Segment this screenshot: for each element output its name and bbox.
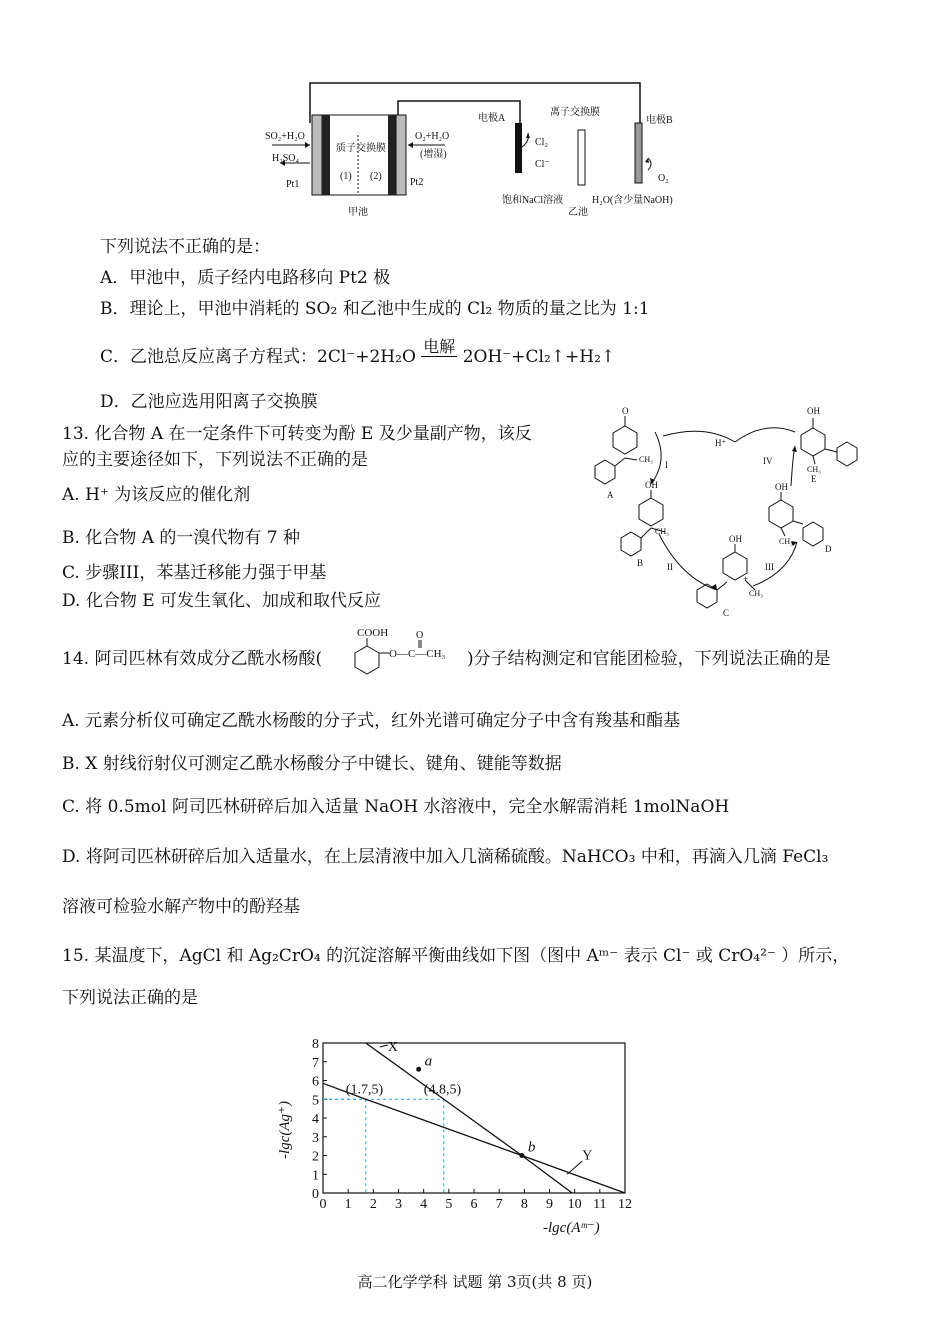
y-tick-label: 5 bbox=[312, 1093, 319, 1109]
q12-option-a: A．甲池中，质子经内电路移向 Pt2 极 bbox=[100, 268, 391, 288]
q13-label-e: E bbox=[811, 474, 817, 484]
q14-option-d-1: D. 将阿司匹林研碎后加入适量水，在上层清液中加入几滴稀硫酸。NaHCO₃ 中和，再滴入几滴 FeCl₃ bbox=[62, 847, 829, 867]
x-tick-label: 10 bbox=[567, 1197, 582, 1212]
x-tick-label: 12 bbox=[618, 1197, 632, 1212]
q12-ion-membrane: 离子交换膜 bbox=[550, 107, 600, 118]
series-label-leader bbox=[567, 1161, 582, 1174]
q13-scheme bbox=[585, 402, 885, 617]
q15-stem-1: 15. 某温度下，AgCl 和 Ag₂CrO₄ 的沉淀溶解平衡曲线如下图（图中 Aᵐ⁻ 表示 Cl⁻ 或 CrO₄²⁻ ）所示， bbox=[62, 946, 850, 966]
q12-pt1: Pt1 bbox=[286, 179, 300, 190]
x-tick-label: 2 bbox=[369, 1197, 377, 1212]
q13-label-a: A bbox=[607, 490, 614, 500]
q13-stem-2: 应的主要途径如下，下列说法不正确的是 bbox=[62, 450, 368, 470]
y-tick-label: 2 bbox=[312, 1149, 319, 1165]
q12-electrode-a: 电极A bbox=[478, 113, 506, 124]
q15-stem-2: 下列说法正确的是 bbox=[62, 988, 198, 1008]
q13-c-plus: + bbox=[743, 574, 749, 584]
y-tick-label: 3 bbox=[312, 1130, 319, 1146]
q12-stem: 下列说法不正确的是： bbox=[100, 237, 270, 257]
q13-option-c: C. 步骤III，苯基迁移能力强于甲基 bbox=[62, 563, 327, 583]
q12-cl-ion: Cl⁻ bbox=[535, 159, 550, 170]
q14-option-c: C. 将 0.5mol 阿司匹林研碎后加入适量 NaOH 水溶液中，完全水解需消耗 1molNaOH bbox=[62, 797, 730, 817]
x-tick-label: 8 bbox=[520, 1197, 528, 1212]
q14-carbonyl-o: O bbox=[416, 630, 424, 641]
series-label-leader bbox=[380, 1045, 388, 1047]
q13-hplus: H⁺ bbox=[715, 438, 727, 448]
q13-c-oh: OH bbox=[729, 534, 742, 544]
x-tick-label: 6 bbox=[470, 1197, 478, 1212]
y-tick-label: 0 bbox=[312, 1187, 319, 1202]
q12-option-b: B．理论上，甲池中消耗的 SO₂ 和乙池中生成的 Cl₂ 物质的量之比为 1:1 bbox=[100, 299, 650, 319]
q13-e-oh: OH bbox=[807, 406, 820, 416]
q13-label-c: C bbox=[723, 608, 730, 617]
q14-structure bbox=[345, 624, 470, 686]
q15-chart bbox=[265, 1030, 655, 1240]
series-line-x bbox=[366, 1043, 572, 1193]
q13-option-d: D. 化合物 E 可发生氧化、加成和取代反应 bbox=[62, 591, 382, 611]
q12-left-out: H₂SO₄ bbox=[272, 153, 299, 164]
x-tick-label: 4 bbox=[420, 1197, 428, 1212]
q13-label-d: D bbox=[825, 544, 832, 554]
q12-h2o-naoh: H₂O(含少量NaOH) bbox=[592, 195, 673, 206]
q12-nacl: 饱和NaCl溶液 bbox=[502, 195, 564, 206]
q13-label-b: B bbox=[637, 558, 644, 568]
q12-o2: O₂ bbox=[658, 173, 669, 184]
q13-b-oh: OH bbox=[645, 480, 658, 490]
q13-c-ch3: CH₃ bbox=[749, 589, 763, 598]
q13-step-2: II bbox=[667, 562, 673, 572]
q13-a-ch3: CH₃ bbox=[639, 455, 653, 464]
q12-option-d: D．乙池应选用阳离子交换膜 bbox=[100, 392, 318, 412]
x-tick-label: 9 bbox=[546, 1197, 553, 1212]
q12-jia: 甲池 bbox=[348, 207, 368, 218]
q14-stem-post: )分子结构测定和官能团检验，下列说法正确的是 bbox=[467, 649, 831, 669]
q13-a-o: O bbox=[622, 406, 629, 416]
q12-option-c-post: 2OH⁻+Cl₂↑+H₂↑ bbox=[462, 347, 616, 367]
q13-step-1: I bbox=[665, 460, 668, 470]
y-tick-label: 8 bbox=[312, 1037, 319, 1052]
q14-option-d-2: 溶液可检验水解产物中的酚羟基 bbox=[62, 897, 300, 917]
q12-right-in: O₂+H₂O bbox=[415, 131, 450, 142]
x-tick-label: 5 bbox=[445, 1197, 453, 1212]
q12-condition-text: 电解 bbox=[423, 337, 456, 356]
q14-stem-pre: 14. 阿司匹林有效成分乙酰水杨酸( bbox=[62, 649, 323, 669]
q14-cooh: COOH bbox=[357, 627, 389, 639]
chart-x-label: -lgc(Aᵐ⁻) bbox=[543, 1220, 600, 1236]
q14-option-a: A. 元素分析仪可确定乙酰水杨酸的分子式，红外光谱可确定分子中含有羧基和酯基 bbox=[62, 711, 681, 731]
point-label-b: b bbox=[527, 1139, 536, 1156]
q12-left-in: SO₂+H₂O bbox=[265, 131, 305, 142]
page-footer: 高二化学学科 试题 第 3页(共 8 页) bbox=[357, 1273, 593, 1291]
y-tick-label: 6 bbox=[312, 1074, 319, 1090]
q12-electrode-b: 电极B bbox=[646, 115, 673, 126]
q13-stem-1: 13. 化合物 A 在一定条件下可转变为酚 E 及少量副产物，该反 bbox=[62, 424, 532, 444]
q14-option-b: B. X 射线衍射仪可测定乙酰水杨酸分子中键长、键角、键能等数据 bbox=[62, 754, 562, 774]
x-tick-label: 7 bbox=[495, 1197, 503, 1212]
y-tick-label: 4 bbox=[312, 1112, 319, 1127]
q13-step-3: III bbox=[765, 562, 774, 572]
q12-option-c-pre: C．乙池总反应离子方程式：2Cl⁻+2H₂O bbox=[100, 347, 416, 367]
q12-cl2: Cl₂ bbox=[535, 137, 548, 148]
q13-d-ch3: CH₃ bbox=[779, 537, 793, 546]
annotation-label: (1.7,5) bbox=[345, 1082, 384, 1098]
y-tick-label: 7 bbox=[312, 1055, 319, 1071]
x-tick-label: 0 bbox=[319, 1197, 327, 1212]
q12-cell1: (1) bbox=[340, 171, 352, 182]
x-tick-label: 1 bbox=[344, 1197, 352, 1212]
annotation-label: (4.8,5) bbox=[423, 1082, 462, 1098]
q13-d-oh: OH bbox=[775, 482, 788, 492]
series-line-y bbox=[323, 1083, 625, 1193]
chart-frame bbox=[323, 1043, 625, 1193]
series-label-y: Y bbox=[582, 1148, 593, 1164]
q14-chain: O—C—CH₃ bbox=[389, 648, 446, 660]
chart-y-label: -lgc(Ag⁺) bbox=[277, 1101, 293, 1159]
q13-e-ch3: CH₃ bbox=[807, 465, 821, 474]
x-tick-label: 11 bbox=[593, 1197, 607, 1212]
q12-condition bbox=[421, 337, 457, 367]
series-label-x: X bbox=[387, 1040, 398, 1055]
point-b bbox=[519, 1153, 524, 1158]
q13-option-b: B. 化合物 A 的一溴代物有 7 种 bbox=[62, 528, 301, 548]
point-a bbox=[416, 1067, 421, 1072]
q13-b-ch3: CH₃ bbox=[655, 527, 669, 536]
y-tick-label: 1 bbox=[312, 1168, 319, 1184]
point-label-a: a bbox=[424, 1053, 433, 1070]
q12-pt2: Pt2 bbox=[410, 177, 424, 188]
q13-step-4: IV bbox=[763, 456, 773, 466]
q12-cell2: (2) bbox=[370, 171, 382, 182]
q13-option-a: A. H⁺ 为该反应的催化剂 bbox=[62, 485, 251, 505]
q12-option-c bbox=[100, 337, 616, 368]
q12-right-note: (增湿) bbox=[420, 149, 447, 160]
q12-figure bbox=[250, 75, 700, 225]
q12-yi: 乙池 bbox=[568, 207, 588, 218]
x-tick-label: 3 bbox=[395, 1197, 402, 1212]
q12-membrane1: 质子交换膜 bbox=[336, 143, 386, 154]
